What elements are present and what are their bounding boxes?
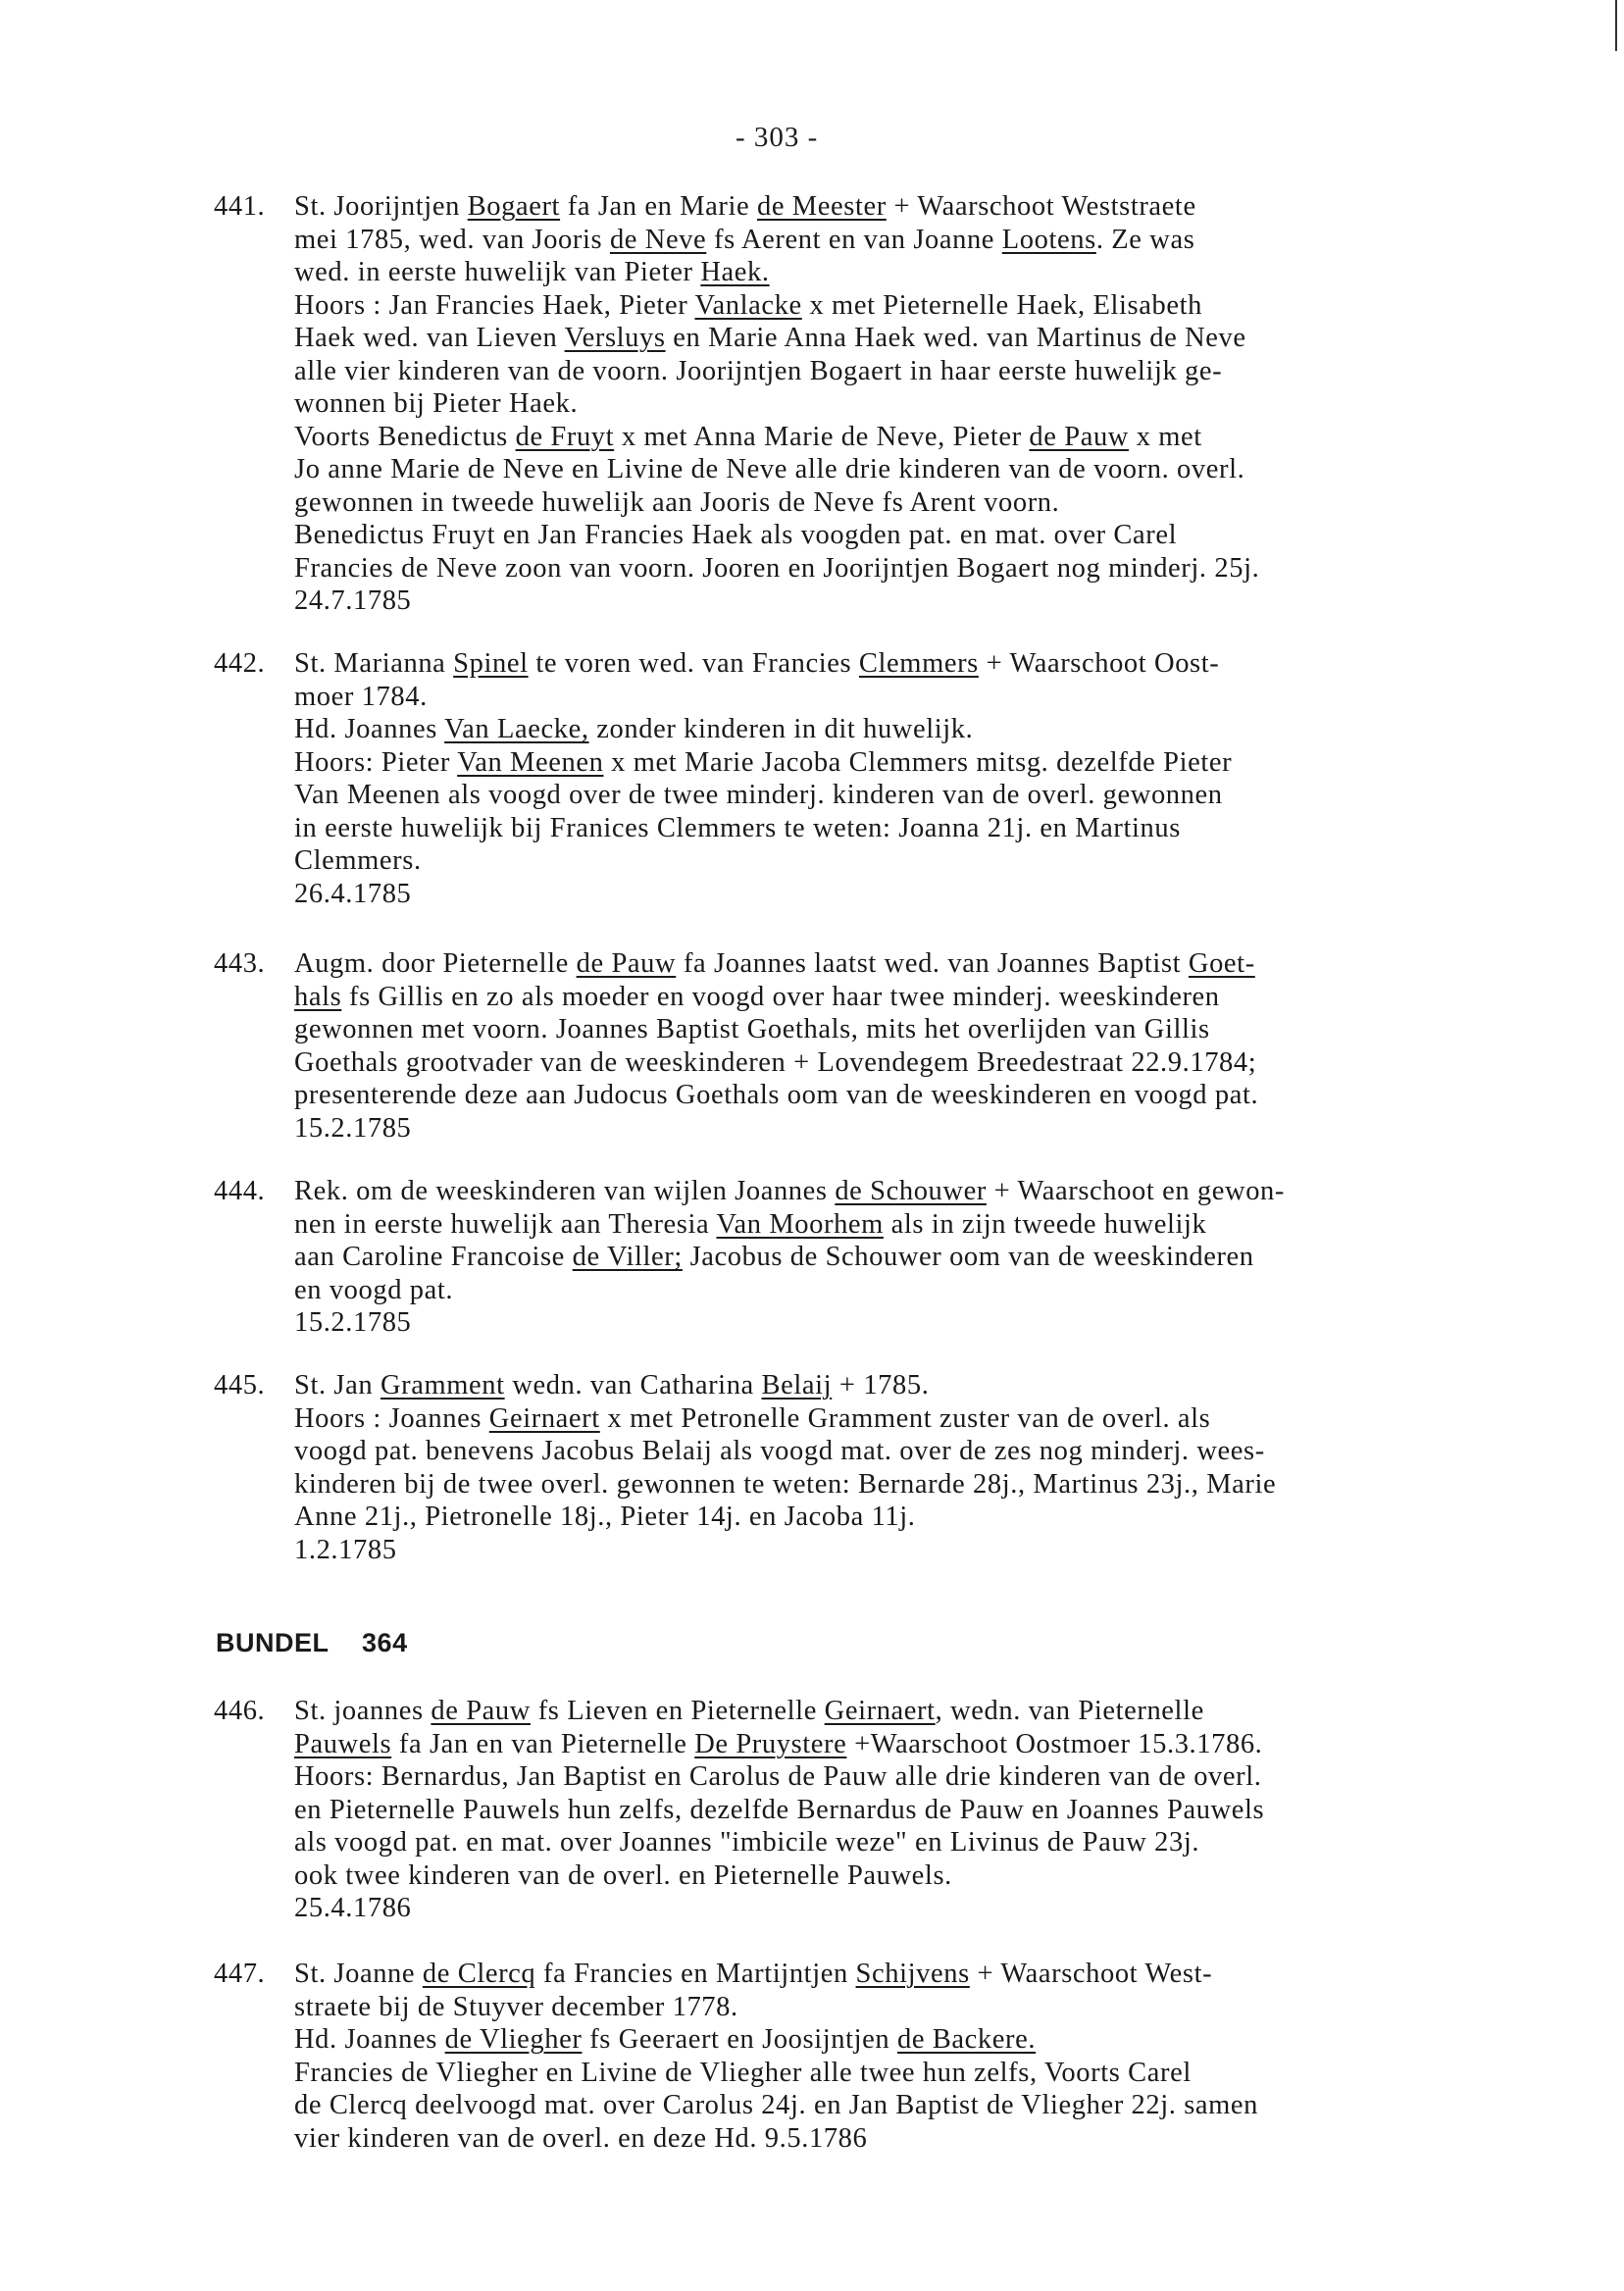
text-segment: Hoors: Bernardus, Jan Baptist en Carolus de Pauw alle drie kinderen van de overl. (294, 1761, 1262, 1792)
text-segment: Anne 21j., Pietronelle 18j., Pieter 14j. en Jacoba 11j. (294, 1502, 916, 1532)
text-segment: + Waarschoot Oost- (978, 648, 1220, 679)
text-segment: St. Joanne (294, 1959, 423, 1989)
text-segment: x met Petronelle Gramment zuster van de overl. als (599, 1402, 1211, 1434)
text-segment: en voogd pat. (294, 1274, 454, 1305)
text-segment: Clemmers. (294, 845, 422, 876)
entry-line (294, 1175, 1559, 1208)
text-segment: vier kinderen van de overl. en deze Hd. 9.5.1786 (294, 2122, 868, 2154)
entry-line (294, 2023, 1559, 2057)
entry-line (294, 1534, 1559, 1567)
text-segment: Jo anne Marie de Neve en Livine de Neve alle drie kinderen van de voorn. overl. (294, 454, 1245, 484)
entry-number: 444. (214, 1176, 266, 1206)
entry-line (294, 746, 1559, 780)
underlined-name: Van Moorhem (716, 1208, 884, 1240)
entry-line (294, 681, 1559, 714)
text-segment: te voren wed. van Francies (528, 648, 859, 679)
entry-line (294, 1958, 1559, 1991)
text-segment: fs Aerent en van Joanne (706, 224, 1002, 255)
text-segment: St. Jan (294, 1370, 381, 1400)
text-segment: Francies de Neve zoon van voorn. Jooren en Joorijntjen Bogaert nog minderj. 25j. (294, 552, 1260, 584)
text-segment: , wedn. van Pieternelle (935, 1696, 1204, 1726)
entry-line (294, 1892, 1559, 1925)
text-segment: wonnen bij Pieter Haek. (294, 388, 579, 419)
underlined-name: de Clercq (422, 1959, 536, 1989)
entry-line (294, 779, 1559, 812)
entry-line (294, 2089, 1559, 2122)
entry-line (294, 190, 1559, 224)
entry-line (294, 1760, 1559, 1794)
entry-line (294, 519, 1559, 552)
bundel-number: 364 (362, 1628, 408, 1657)
entry-body (294, 1958, 1559, 2155)
text-segment: Voorts Benedictus (294, 421, 516, 452)
entry-line (294, 1208, 1559, 1242)
underlined-name: Geirnaert (488, 1402, 600, 1434)
text-segment: mei 1785, wed. van Jooris (294, 224, 610, 255)
text-segment: Benedictus Fruyt en Jan Francies Haek als voogden pat. en mat. over Carel (294, 520, 1178, 550)
text-segment: fs Geeraert en Joosijntjen (582, 2024, 897, 2055)
entry-body (294, 190, 1559, 618)
entry-line (294, 1274, 1559, 1307)
entry-body (294, 947, 1559, 1145)
text-segment: + Waarschoot West- (969, 1959, 1213, 1989)
text-segment: wed. in eerste huwelijk van Pieter (294, 257, 701, 287)
text-segment: fa Jan en Marie (560, 191, 757, 222)
entry-line (294, 981, 1559, 1014)
underlined-name: Spinel (453, 648, 529, 679)
entry-line (294, 1435, 1559, 1468)
underlined-name: hals (294, 981, 342, 1012)
entry-line (294, 1306, 1559, 1340)
text-segment: wedn. van Catharina (504, 1370, 762, 1400)
entry-line (294, 1794, 1559, 1827)
underlined-name: Vanlacke (694, 289, 802, 321)
underlined-name: de Viller; (572, 1242, 683, 1272)
underlined-name: Haek. (700, 257, 770, 287)
entry-line (294, 1501, 1559, 1534)
text-segment: straete bij de Stuyver december 1778. (294, 1991, 738, 2022)
text-segment: ook twee kinderen van de overl. en Pieternelle Pauwels. (294, 1859, 952, 1891)
text-segment: fa Joannes laatst wed. van Joannes Baptist (676, 948, 1189, 979)
underlined-name: Geirnaert (824, 1696, 936, 1726)
text-segment: St. Marianna (294, 648, 454, 679)
underlined-name: de Fruyt (515, 421, 615, 452)
text-segment: zonder kinderen in dit huwelijk. (588, 714, 974, 744)
text-segment: Francies de Vliegher en Livine de Vliegher alle twee hun zelfs, Voorts Carel (294, 2057, 1192, 2088)
entry-line (294, 1468, 1559, 1502)
text-segment: x met (1128, 421, 1202, 452)
text-segment: + Waarschoot Weststraete (886, 191, 1196, 222)
underlined-name: Schijvens (855, 1959, 970, 1989)
text-segment: in eerste huwelijk bij Franices Clemmers te weten: Joanna 21j. en Martinus (294, 812, 1181, 843)
text-segment: . Ze was (1095, 224, 1195, 255)
text-segment: gewonnen in tweede huwelijk aan Jooris de Neve fs Arent voorn. (294, 486, 1060, 518)
underlined-name: Van Laecke, (444, 714, 589, 744)
text-segment: fa Francies en Martijntjen (535, 1959, 856, 1989)
entry-line (294, 289, 1559, 323)
entry-line (294, 453, 1559, 486)
entry-body (294, 1175, 1559, 1340)
text-segment: en Pieternelle Pauwels hun zelfs, dezelfde Bernardus de Pauw en Joannes Pauwels (294, 1794, 1265, 1825)
underlined-name: de Vliegher (444, 2024, 583, 2055)
text-segment: x met Marie Jacoba Clemmers mitsg. dezelfde Pieter (603, 746, 1233, 778)
underlined-name: de Backere. (896, 2024, 1037, 2055)
underlined-name: Pauwels (294, 1728, 392, 1759)
entry-line (294, 713, 1559, 746)
bundel-heading (216, 1628, 408, 1658)
entry-line (294, 1695, 1559, 1728)
entry-line (294, 1728, 1559, 1761)
entry-number: 443. (214, 948, 266, 979)
text-segment: voogd pat. benevens Jacobus Belaij als voogd mat. over de zes nog minderj. wees- (294, 1436, 1265, 1466)
text-segment: St. Joorijntjen (294, 191, 468, 222)
text-segment: kinderen bij de twee overl. gewonnen te weten: Bernarde 28j., Martinus 23j., Marie (294, 1468, 1277, 1500)
text-segment: Augm. door Pieternelle (294, 948, 577, 979)
text-segment: 15.2.1785 (294, 1307, 412, 1338)
entry-line (294, 355, 1559, 388)
text-segment: fs Lieven en Pieternelle (530, 1696, 825, 1726)
text-segment: Haek wed. van Lieven (294, 323, 565, 353)
text-segment: Hoors : Joannes (294, 1402, 489, 1434)
underlined-name: Lootens (1001, 224, 1096, 255)
entry-line (294, 224, 1559, 257)
underlined-name: de Meester (756, 191, 887, 222)
text-segment: fs Gillis en zo als moeder en voogd over haar twee minderj. weeskinderen (341, 981, 1220, 1012)
entry-line (294, 1369, 1559, 1402)
text-segment: en Marie Anna Haek wed. van Martinus de Neve (665, 323, 1246, 353)
text-segment: alle vier kinderen van de voorn. Joorijntjen Bogaert in haar eerste huwelijk ge- (294, 355, 1223, 386)
entry-line (294, 2122, 1559, 2156)
text-segment: x met Pieternelle Haek, Elisabeth (801, 289, 1202, 321)
underlined-name: De Pruystere (694, 1728, 847, 1759)
text-segment: 15.2.1785 (294, 1112, 412, 1144)
text-segment: Rek. om de weeskinderen van wijlen Joannes (294, 1176, 836, 1206)
entry-line (294, 1241, 1559, 1274)
entry-line (294, 878, 1559, 911)
page-number: - 303 - (736, 122, 819, 153)
text-segment: aan Caroline Francoise (294, 1242, 573, 1272)
underlined-name: Van Meenen (457, 746, 604, 778)
entry-line (294, 486, 1559, 520)
text-segment: + 1785. (832, 1370, 930, 1400)
scan-edge-mark (1615, 0, 1617, 51)
text-segment: als voogd pat. en mat. over Joannes "imbicile weze" en Livinus de Pauw 23j. (294, 1827, 1200, 1858)
underlined-name: de Pauw (1029, 421, 1129, 452)
entry-line (294, 647, 1559, 681)
text-segment: Van Meenen als voogd over de twee minderj. kinderen van de overl. gewonnen (294, 780, 1223, 810)
entry-line (294, 1402, 1559, 1436)
text-segment: Hoors : Jan Francies Haek, Pieter (294, 289, 695, 321)
text-segment: Goethals grootvader van de weeskinderen + Lovendegem Breedestraat 22.9.1784; (294, 1046, 1257, 1078)
entry-line (294, 812, 1559, 845)
underlined-name: Belaij (761, 1370, 833, 1400)
entry-number: 441. (214, 191, 266, 222)
entry-line (294, 552, 1559, 585)
entry-line (294, 1046, 1559, 1080)
text-segment: nen in eerste huwelijk aan Theresia (294, 1208, 717, 1240)
entry-line (294, 1112, 1559, 1146)
text-segment: Jacobus de Schouwer oom van de weeskinderen (682, 1242, 1254, 1272)
text-segment: 26.4.1785 (294, 878, 412, 909)
text-segment: moer 1784. (294, 681, 428, 712)
underlined-name: de Schouwer (835, 1176, 987, 1206)
entry-number: 446. (214, 1696, 266, 1726)
text-segment: +Waarschoot Oostmoer 15.3.1786. (846, 1728, 1263, 1759)
text-segment: Hd. Joannes (294, 2024, 445, 2055)
entry-number: 447. (214, 1959, 266, 1989)
text-segment: 1.2.1785 (294, 1534, 397, 1565)
entry-line (294, 256, 1559, 289)
text-segment: Hoors: Pieter (294, 746, 458, 778)
bundel-label: BUNDEL (216, 1628, 330, 1657)
underlined-name: Gramment (380, 1370, 505, 1400)
entry-line (294, 1013, 1559, 1046)
text-segment: fa Jan en van Pieternelle (391, 1728, 695, 1759)
entry-line (294, 2057, 1559, 2090)
entry-body (294, 1695, 1559, 1925)
text-segment: gewonnen met voorn. Joannes Baptist Goethals, mits het overlijden van Gillis (294, 1014, 1210, 1044)
underlined-name: Bogaert (467, 191, 561, 222)
entry-line (294, 1079, 1559, 1112)
entry-line (294, 387, 1559, 421)
entry-line (294, 844, 1559, 878)
text-segment: 24.7.1785 (294, 585, 412, 616)
entry-line (294, 1826, 1559, 1859)
entry-line (294, 947, 1559, 981)
text-segment: als in zijn tweede huwelijk (883, 1208, 1207, 1240)
text-segment: 25.4.1786 (294, 1893, 412, 1923)
entry-line (294, 322, 1559, 355)
underlined-name: Clemmers (858, 648, 979, 679)
underlined-name: de Neve (609, 224, 707, 255)
entry-body (294, 1369, 1559, 1566)
underlined-name: de Pauw (576, 948, 677, 979)
entry-line (294, 1991, 1559, 2024)
underlined-name: Goet- (1188, 948, 1255, 979)
text-segment: + Waarschoot en gewon- (986, 1176, 1285, 1206)
entry-line (294, 585, 1559, 618)
text-segment: Hd. Joannes (294, 714, 445, 744)
text-segment: x met Anna Marie de Neve, Pieter (614, 421, 1030, 452)
text-segment: St. joannes (294, 1696, 431, 1726)
underlined-name: de Pauw (431, 1696, 531, 1726)
entry-number: 442. (214, 648, 266, 679)
underlined-name: Versluys (564, 323, 666, 353)
entry-line (294, 421, 1559, 454)
text-segment: de Clercq deelvoogd mat. over Carolus 24j. en Jan Baptist de Vliegher 22j. samen (294, 2090, 1259, 2120)
entry-number: 445. (214, 1370, 266, 1400)
entry-line (294, 1859, 1559, 1893)
text-segment: presenterende deze aan Judocus Goethals oom van de weeskinderen en voogd pat. (294, 1080, 1259, 1110)
entry-body (294, 647, 1559, 910)
